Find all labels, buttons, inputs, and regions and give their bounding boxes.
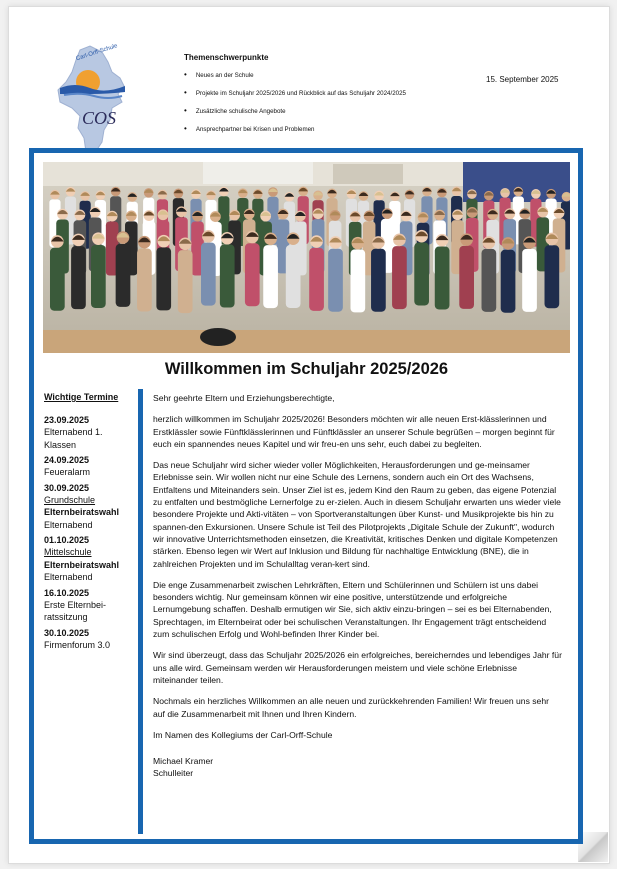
topic-item: • Projekte im Schuljahr 2025/2026 und Rückblick auf das Schuljahr 2024/2025 (184, 88, 406, 106)
event-text: Elternabend (44, 572, 93, 582)
letter-paragraph: Nochmals ein herzliches Willkommen an alle neuen und zurückkehrenden Familien! Wir freuen uns sehr auf die Zusammenarbeit mit Ihnen und Ihren Kindern. (153, 696, 549, 719)
photo-person-body (137, 249, 152, 312)
school-logo (50, 42, 140, 158)
photo-person-body (501, 250, 516, 313)
event-text: Elternabend (44, 519, 93, 530)
letter-paragraph: Im Namen des Kollegiums der Carl-Orff-Schule (153, 729, 333, 740)
photo-person-body (91, 245, 106, 308)
signature (153, 755, 563, 780)
photo-person-body (414, 243, 429, 306)
event-date: 23.09.2025 (44, 415, 90, 425)
topics-list (184, 70, 406, 142)
photo-person-body (286, 245, 301, 308)
event-strong: Elternbeiratswahl (44, 559, 120, 570)
photo-person-body (309, 248, 324, 311)
letter-paragraph: Das neue Schuljahr wird sicher wieder voller Möglichkeiten, Herausforderungen und ge-meinsamer Erlebnisse sein. Wir wollen nicht nur eine Schule des Lernens, sondern auch ein Ort des Wachsens, Entfaltens und Miteinanders sein. Unser Ziel ist es, jedem Kind den Raum zu geben, das eigene Potenzial zu entfalten und bestmögliche Lernerfolge zu er-zielen. Auch in diesem Schuljahr erwarten uns wieder viele besondere Projekte und Akti-vitäten – von Sportveranstaltungen über Kunst- und Musikprojekte bis hin zu spannen-den Exkursionen. Unsere Schule ist Teil des Pilotprojekts „Digitale Schule der Zukunft", wodurch wir innovative Unterrichtsmethoden einsetzen, die Kreativität, kritisches Denken und digitale Kompetenzen stärken. Ebenso legen wir Wert auf Inklusion und Bildung für nachhaltige Entwicklung (BNE), die in zahlreichen Projekten und im Schulalltag veran-kert sind. (153, 460, 561, 569)
event-date: 30.09.2025 (44, 482, 90, 493)
letter-paragraph: herzlich willkommen im Schuljahr 2025/2026! Besonders möchten wir alle neuen Erst-klässlerinnen und Erstklässler sowie Fünftklässlerinnen und Fünftklässler an unserer Schule begrüßen – morgen beginnt für euch ein spannendes neues Kapitel und wir freu-en uns sehr, euch dabei zu begleiten. (153, 414, 555, 449)
photo-person-body (328, 249, 343, 312)
photo-person-body (156, 247, 171, 310)
signature-title: Schulleiter (153, 768, 194, 779)
photo-person-body (482, 249, 497, 312)
event-text: Erste Elternbei-ratssitzung (44, 599, 107, 622)
photo-person-body (350, 249, 365, 312)
photo-person-body (178, 250, 193, 313)
event-subheading: Mittelschule (44, 547, 92, 557)
letter-salutation: Sehr geehrte Eltern und Erziehungsberechtigte, (153, 393, 335, 403)
event-subheading: Grundschule (44, 494, 96, 505)
main-title: Willkommen im Schuljahr 2025/2026 (164, 360, 449, 378)
photo-person-body (116, 244, 131, 307)
event-date: 24.09.2025 (44, 455, 90, 465)
important-dates-sidebar (44, 392, 136, 654)
welcome-letter (153, 392, 563, 780)
letter-paragraph: Wir sind überzeugt, dass das Schuljahr 2025/2026 ein erfolgreiches, bereicherndes und lebendiges Jahr für uns alle wird. Gemeinsam werden wir Herausforderungen meistern und viele schöne Erlebnisse miteinander teilen. (153, 650, 562, 685)
topic-item: • Zusätzliche schulische Angebote (184, 106, 406, 124)
photo-person-body (522, 249, 537, 312)
topic-item: • Ansprechpartner bei Krisen und Problemen (184, 124, 406, 142)
group-photo (43, 162, 570, 353)
event-date: 30.10.2025 (44, 627, 90, 638)
photo-person-body (459, 246, 474, 309)
letter-paragraph: Die enge Zusammenarbeit zwischen Lehrkräften, Eltern und Schülerinnen und Schülern ist uns dabei besonders wichtig. Nur gemeinsam können wir eine positive, unterstützende und erfolgreiche Lernumgebung schaffen. Deshalb ermutigen wir Sie, sich aktiv einzu-bringen – sei es bei Elternabenden, Sprechtagen, im Elternbeirat oder bei schulischen Veranstaltungen. Ihr Engagement trägt entscheidend zum schulischen Erfolg und Wohl-befinden Ihrer Kinder bei. (153, 579, 552, 640)
photo-person-body (50, 248, 65, 311)
newsletter-date: 15. September 2025 (486, 75, 559, 84)
logo-text: Carl-Orff-Schule (75, 43, 119, 63)
event-date: 16.10.2025 (44, 587, 90, 598)
logo-initials: COS (82, 108, 117, 128)
photo-person-body (435, 246, 450, 309)
event-text: Firmenforum 3.0 (44, 639, 111, 650)
event-strong: Elternbeiratswahl (44, 507, 120, 517)
group-photo-illustration (43, 162, 570, 353)
topic-item: • Neues an der Schule (184, 70, 406, 88)
event-text: Feueralarm (44, 467, 91, 477)
topics-title: Themenschwerpunkte (184, 53, 269, 62)
signature-name: Michael Kramer (153, 756, 214, 767)
event-text: Elternabend 1. Klassen (44, 427, 103, 450)
photo-person-body (371, 249, 386, 312)
photo-person-body (392, 246, 407, 309)
photo-person-body (220, 245, 235, 308)
photo-person-body (245, 243, 260, 306)
photo-person-body (201, 243, 216, 306)
column-divider (138, 389, 143, 834)
event-date: 01.10.2025 (44, 535, 90, 545)
photo-person-body (545, 245, 560, 308)
photo-person-body (71, 246, 86, 309)
sidebar-heading: Wichtige Termine (44, 392, 119, 402)
photo-person-body (263, 245, 278, 308)
